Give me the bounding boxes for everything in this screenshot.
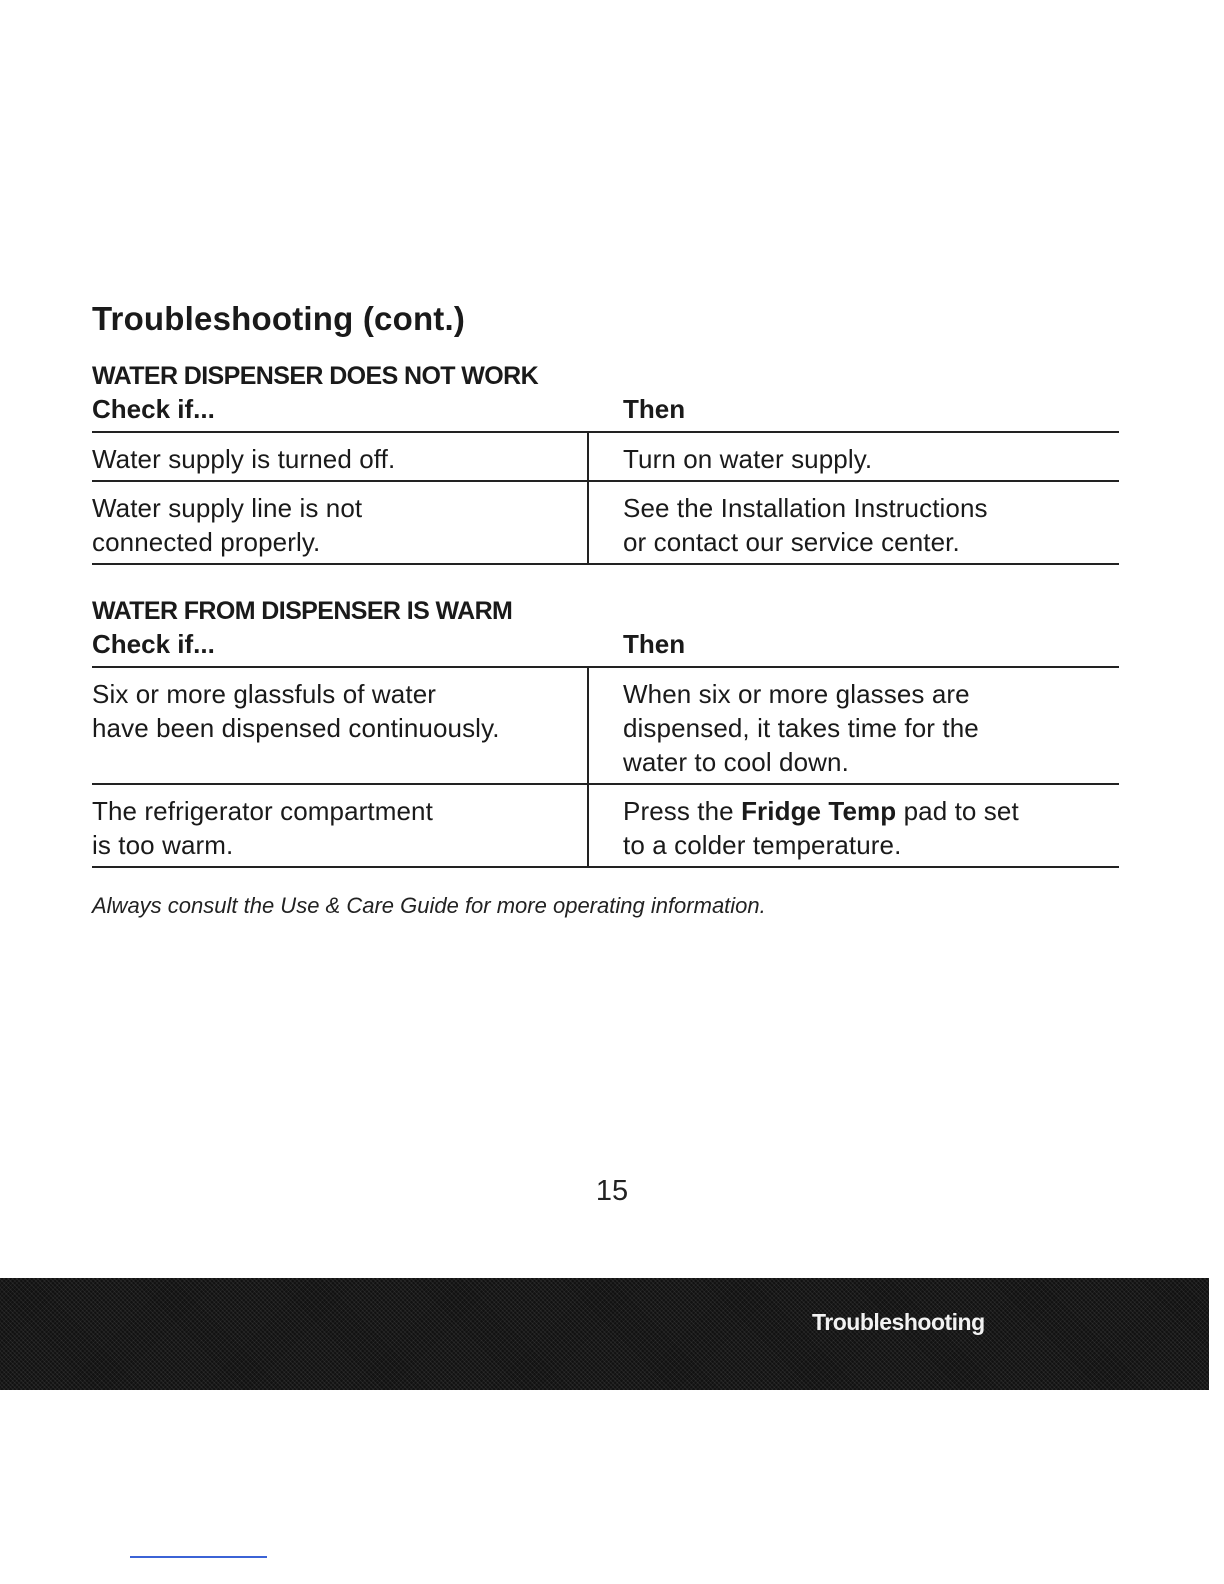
table-row [92, 480, 1119, 565]
column-header-check-if: Check if... [92, 394, 215, 424]
then-line: See the Installation Instructions [623, 493, 988, 523]
check-line: Water supply line is not [92, 493, 363, 523]
check-line: is too warm. [92, 830, 234, 860]
troubleshooting-table [92, 666, 1119, 868]
then-line [623, 794, 1119, 828]
then-cell [589, 482, 1119, 563]
footer-section-label: Troubleshooting [812, 1309, 985, 1335]
check-cell [92, 433, 589, 480]
footnote: Always consult the Use & Care Guide for more operating information. [92, 893, 766, 918]
then-line: or contact our service center. [623, 527, 960, 557]
scan-mark-line [130, 1556, 267, 1558]
table-row [92, 783, 1119, 868]
then-line: When six or more glasses are [623, 679, 970, 709]
fridge-temp-pad-label: Fridge Temp [741, 796, 897, 826]
check-line: have been dispensed continuously. [92, 713, 500, 743]
check-line: Water supply is turned off. [92, 444, 396, 474]
check-line: connected properly. [92, 527, 321, 557]
table-row [92, 666, 1119, 783]
check-cell [92, 785, 589, 866]
then-line: to a colder temperature. [623, 830, 902, 860]
then-line: dispensed, it takes time for the [623, 713, 979, 743]
footer-band [0, 1278, 1209, 1390]
then-cell [589, 668, 1119, 783]
then-suffix: pad to set [896, 796, 1019, 826]
column-headers [92, 393, 1119, 431]
check-line: The refrigerator compartment [92, 796, 433, 826]
check-cell [92, 668, 589, 783]
check-line: Six or more glassfuls of water [92, 679, 437, 709]
column-header-then: Then [623, 394, 686, 424]
column-header-then: Then [623, 629, 686, 659]
table-row [92, 431, 1119, 480]
section-heading: WATER FROM DISPENSER IS WARM [92, 597, 513, 625]
page-title: Troubleshooting (cont.) [92, 300, 466, 337]
check-cell [92, 482, 589, 563]
column-headers [92, 628, 1119, 666]
then-line: Turn on water supply. [623, 444, 873, 474]
then-prefix: Press the [623, 796, 742, 826]
then-cell [589, 785, 1119, 866]
section-water-dispenser-not-working [92, 359, 1119, 565]
section-water-dispenser-warm [92, 594, 1119, 868]
page-number: 15 [595, 1175, 629, 1207]
section-heading: WATER DISPENSER DOES NOT WORK [92, 362, 539, 390]
then-line: water to cool down. [623, 747, 849, 777]
column-header-check-if: Check if... [92, 629, 215, 659]
troubleshooting-table [92, 431, 1119, 565]
then-cell [589, 433, 1119, 480]
